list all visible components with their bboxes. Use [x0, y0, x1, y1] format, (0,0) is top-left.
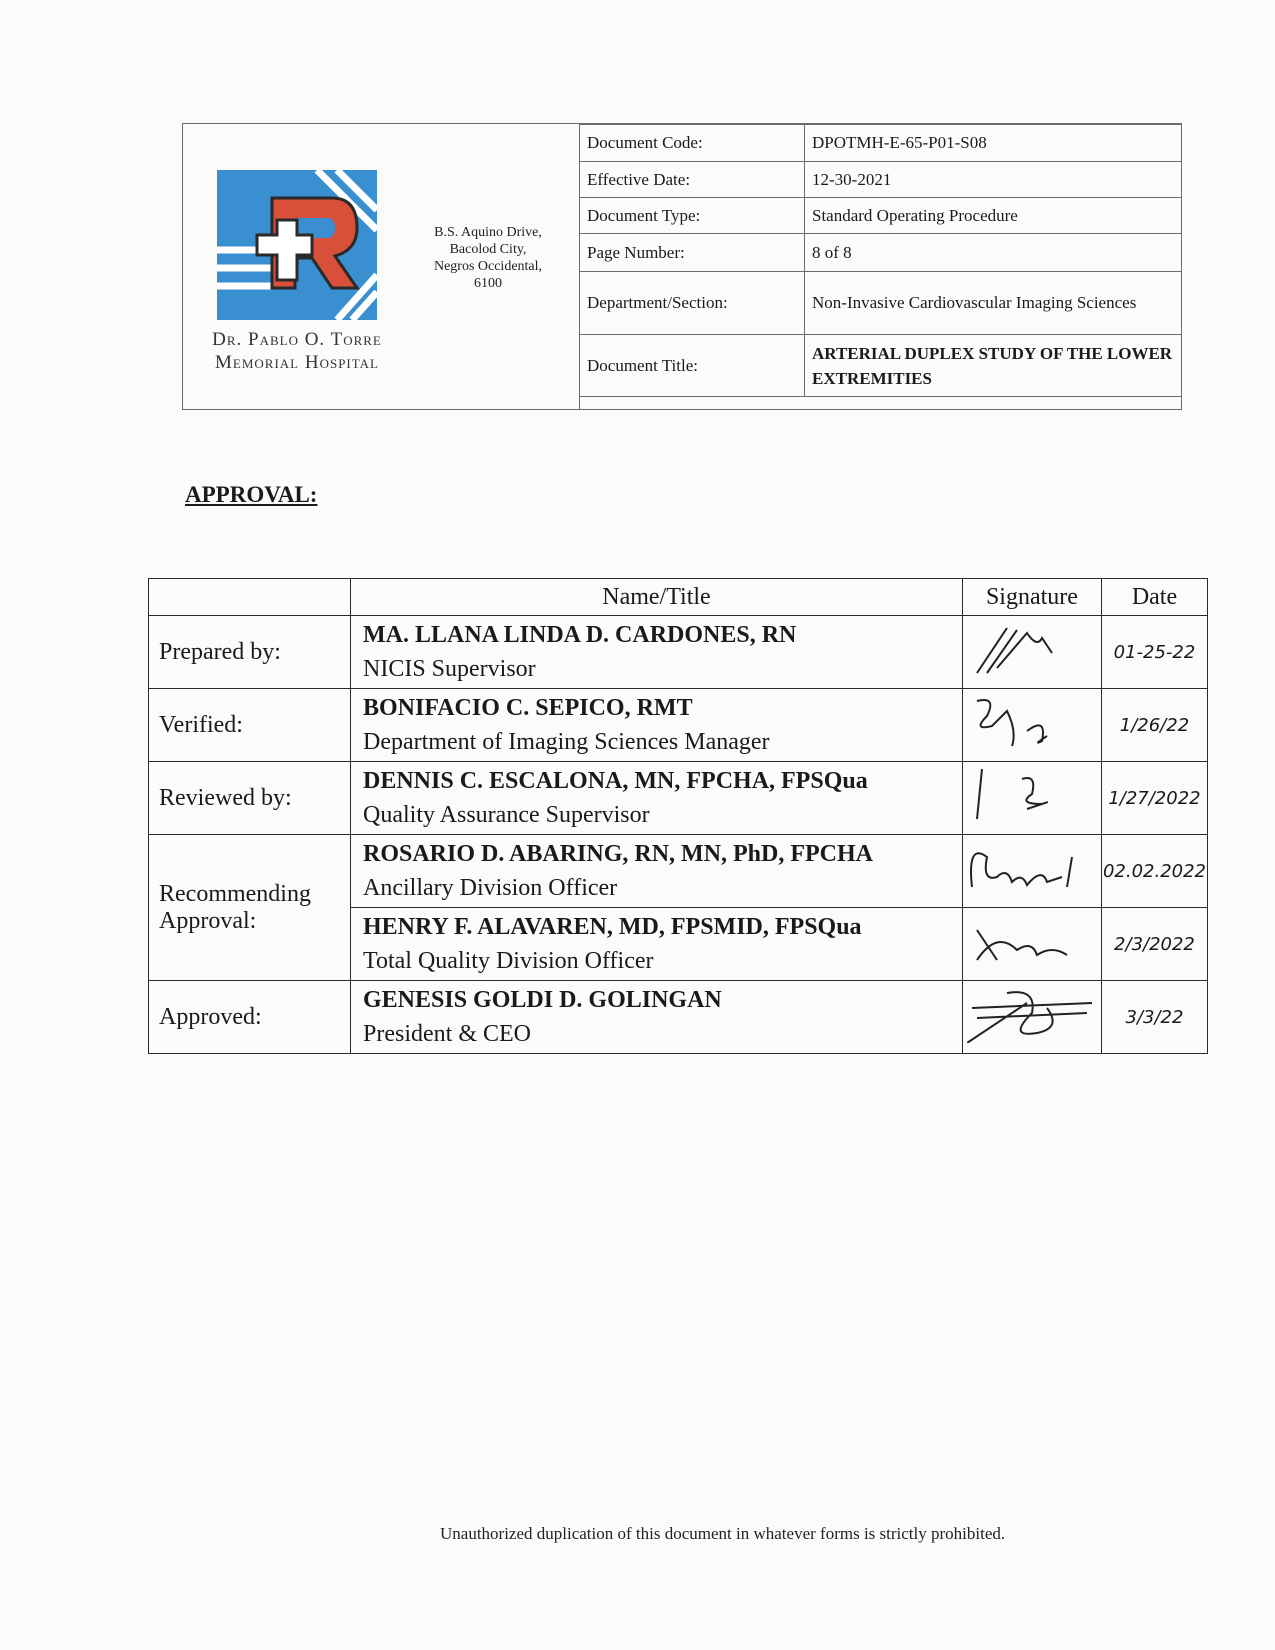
approver-name: GENESIS GOLDI D. GOLINGAN	[363, 987, 722, 1013]
address-line4: 6100	[474, 276, 502, 291]
approver-title: Ancillary Division Officer	[363, 875, 618, 901]
approver	[351, 908, 963, 981]
approval-header-row	[149, 579, 1208, 616]
approver-name: DENNIS C. ESCALONA, MN, FPCHA, FPSQua	[363, 768, 868, 794]
handwritten-signature	[967, 983, 1097, 1043]
hospital-name	[189, 328, 405, 374]
document-meta-table	[579, 124, 1182, 397]
meta-value: Standard Operating Procedure	[805, 198, 1182, 234]
meta-label: Document Title:	[580, 335, 805, 397]
signature-cell	[962, 762, 1101, 835]
handwritten-signature	[967, 837, 1097, 897]
approver	[351, 616, 963, 689]
name-title-header: Name/Title	[351, 579, 963, 616]
signature-header: Signature	[962, 579, 1101, 616]
meta-label: Document Code:	[580, 125, 805, 162]
approval-row	[149, 689, 1208, 762]
signature-cell	[962, 689, 1101, 762]
approver-name: ROSARIO D. ABARING, RN, MN, PhD, FPCHA	[363, 841, 874, 867]
approval-role: Prepared by:	[149, 616, 351, 689]
meta-label: Page Number:	[580, 234, 805, 272]
handwritten-signature	[967, 691, 1087, 751]
signature-cell	[962, 908, 1101, 981]
meta-row-department	[580, 272, 1182, 335]
approver	[351, 981, 963, 1054]
address-line3: Negros Occidental,	[433, 259, 543, 274]
footer-note: Unauthorized duplication of this document in whatever forms is strictly prohibited.	[440, 1524, 1006, 1543]
approver-title: Total Quality Division Officer	[363, 948, 654, 974]
meta-row-code	[580, 125, 1182, 162]
hospital-name-line1: Dr. Pablo O. Torre	[212, 329, 382, 350]
hospital-address	[413, 224, 563, 300]
meta-row-type	[580, 198, 1182, 234]
approver-name: BONIFACIO C. SEPICO, RMT	[363, 695, 693, 721]
approval-row	[149, 981, 1208, 1054]
document-title: ARTERIAL DUPLEX STUDY OF THE LOWER EXTREMITIES	[805, 335, 1182, 397]
approval-date: 2/3/2022	[1101, 908, 1207, 981]
signature-cell	[962, 835, 1101, 908]
meta-value: Non-Invasive Cardiovascular Imaging Sciences	[805, 272, 1182, 335]
logo-cell	[183, 124, 580, 409]
meta-value: DPOTMH-E-65-P01-S08	[805, 125, 1182, 162]
blank-header	[149, 579, 351, 616]
meta-row-page	[580, 234, 1182, 272]
approval-role: Recommending Approval:	[149, 835, 351, 981]
approval-row	[149, 616, 1208, 689]
meta-value: 12-30-2021	[805, 162, 1182, 198]
meta-value: 8 of 8	[805, 234, 1182, 272]
signature-cell	[962, 616, 1101, 689]
signature-cell	[962, 981, 1101, 1054]
hospital-logo	[217, 170, 377, 320]
approval-row	[149, 835, 1208, 908]
handwritten-signature	[967, 910, 1087, 970]
approver	[351, 762, 963, 835]
meta-row-title	[580, 335, 1182, 397]
approver-title: Quality Assurance Supervisor	[363, 802, 650, 828]
approval-heading: APPROVAL:	[185, 482, 318, 507]
approver-name: MA. LLANA LINDA D. CARDONES, RN	[363, 622, 797, 648]
handwritten-signature	[967, 764, 1087, 824]
approval-date: 01-25-22	[1101, 616, 1207, 689]
approval-date: 3/3/22	[1101, 981, 1207, 1054]
address-line1: B.S. Aquino Drive,	[434, 225, 542, 240]
meta-row-effective-date	[580, 162, 1182, 198]
approval-date: 1/27/2022	[1101, 762, 1207, 835]
date-header: Date	[1101, 579, 1207, 616]
approver	[351, 835, 963, 908]
approval-table	[148, 578, 1208, 1054]
approver-title: Department of Imaging Sciences Manager	[363, 729, 770, 755]
approval-role: Reviewed by:	[149, 762, 351, 835]
approval-role: Verified:	[149, 689, 351, 762]
document-header	[182, 123, 1182, 410]
approver	[351, 689, 963, 762]
approver-name: HENRY F. ALAVAREN, MD, FPSMID, FPSQua	[363, 914, 862, 940]
approval-row	[149, 762, 1208, 835]
handwritten-signature	[967, 618, 1087, 678]
meta-label: Department/Section:	[580, 272, 805, 335]
approval-date: 1/26/22	[1101, 689, 1207, 762]
approval-role: Approved:	[149, 981, 351, 1054]
approval-date: 02.02.2022	[1101, 835, 1207, 908]
meta-label: Document Type:	[580, 198, 805, 234]
approver-title: NICIS Supervisor	[363, 656, 536, 682]
meta-label: Effective Date:	[580, 162, 805, 198]
approver-title: President & CEO	[363, 1021, 531, 1047]
address-line2: Bacolod City,	[449, 242, 527, 257]
hospital-name-line2: Memorial Hospital	[215, 352, 379, 373]
